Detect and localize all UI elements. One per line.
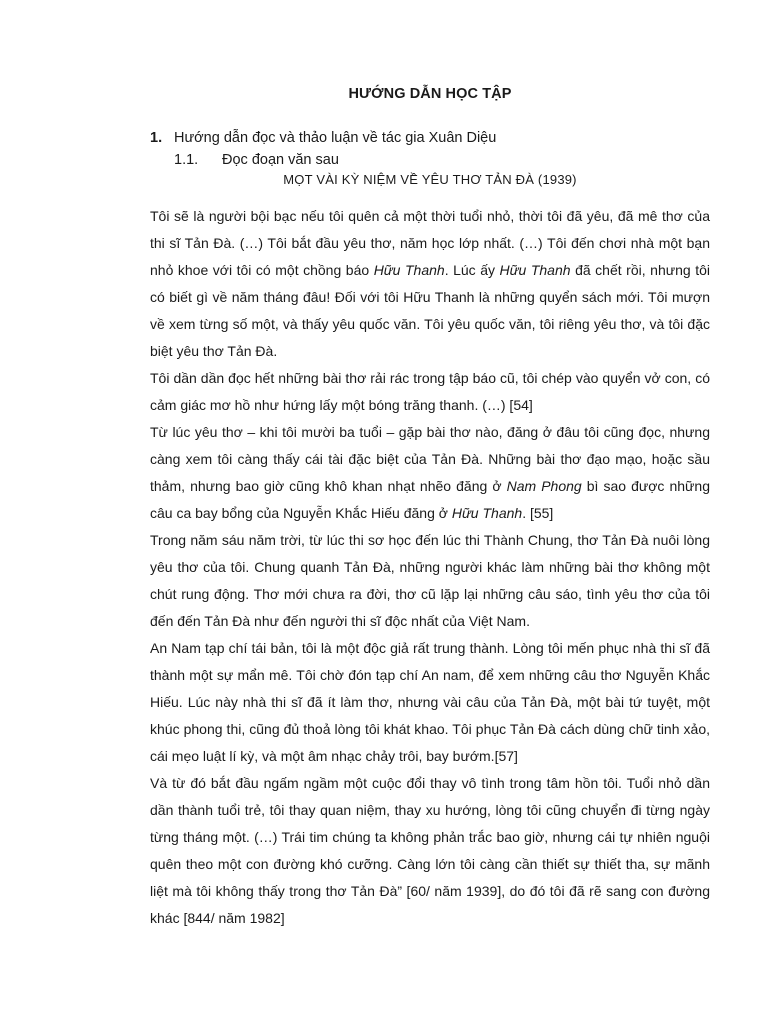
text-run: bì sao được những câu ca bay bổng của Nguyễn Khắc Hiếu đăng ở xyxy=(150,478,711,521)
text-run: Tôi sẽ là người bội bạc nếu tôi quên cả một thời tuổi nhỏ, thời tôi đã yêu, đã mê thơ của thi sĩ Tản Đà. (…) Tôi bắt đầu yêu thơ, năm học lớp nhất. (…) Tôi đến chơi nhà một bạn nhỏ khoe với tôi có một chồng báo xyxy=(150,208,710,278)
paragraph xyxy=(150,635,710,770)
subsection-number: 1.1. xyxy=(174,152,199,168)
text-run: An Nam tạp chí tái bản, tôi là một độc giả rất trung thành. Lòng tôi mến phục nhà thi sĩ đã thành một sự mẩn mê. Tôi chờ đón tạp chí An nam, để xem những câu thơ Nguyễn Khắc Hiếu. Lúc này nhà thi sĩ đã ít làm thơ, nhưng vài câu của Tản Đà, một bài tứ tuyệt, một khúc phong thi, cũng đủ thoả lòng tôi khát khao. Tôi phục Tản Đà cách dùng chữ tinh xảo, cái mẹo luật lí kỳ, và một âm nhạc chảy trôi, bay bướm.[57] xyxy=(150,640,710,764)
section-title: Hướng dẫn đọc và thảo luận về tác gia Xuân Diệu xyxy=(174,130,497,146)
subsection-heading xyxy=(174,152,710,168)
italic-text: Nam Phong xyxy=(506,478,582,494)
text-run: . Lúc ấy xyxy=(444,262,500,278)
italic-text: Hữu Thanh xyxy=(373,262,445,278)
text-run: . [55] xyxy=(522,505,554,521)
paragraph xyxy=(150,770,710,932)
text-run: Và từ đó bắt đầu ngấm ngầm một cuộc đổi thay vô tình trong tâm hồn tôi. Tuổi nhỏ dần dần thành tuổi trẻ, tôi thay quan niệm, thay xu hướng, lòng tôi cũng chuyển đi từng ngày từng tháng một. (…) Trái tim chúng ta không phản trắc bao giờ, nhưng cái tự nhiên nguội quên theo một con đường khó cưỡng. Càng lớn tôi càng cần thiết sự thiết tha, sự mãnh liệt mà tôi không thấy trong thơ Tản Đà” [60/ năm 1939], do đó tôi đã rẽ sang con đường khác [844/ năm 1982] xyxy=(150,775,710,926)
paragraph xyxy=(150,419,710,527)
text-run: Từ lúc yêu thơ – khi tôi mười ba tuổi – gặp bài thơ nào, đăng ở đâu tôi cũng đọc, nhưng càng xem tôi càng thấy cái tài đặc biệt của Tản Đà. Những bài thơ đạo mạo, hoặc sầu thảm, nhưng bao giờ cũng khô khan nhạt nhẽo đăng ở xyxy=(150,424,710,494)
text-run: Trong năm sáu năm trời, từ lúc thi sơ học đến lúc thi Thành Chung, thơ Tản Đà nuôi lòng yêu thơ của tôi. Chung quanh Tản Đà, những người khác làm những bài thơ không một chút rung động. Thơ mới chưa ra đời, thơ cũ lặp lại những câu sáo, tình yêu thơ của tôi đến đến Tản Đà như đến người thi sĩ độc nhất của Việt Nam. xyxy=(150,532,710,629)
text-run: đã chết rồi, nhưng tôi có biết gì về năm tháng đâu! Đối với tôi Hữu Thanh là những quyển sách mới. Tôi mượn về xem từng số một, và thấy yêu quốc văn. Tôi yêu quốc văn, tôi riêng yêu thơ, và tôi đặc biệt yêu thơ Tản Đà. xyxy=(150,262,710,359)
document-title: HƯỚNG DẪN HỌC TẬP xyxy=(348,86,512,102)
excerpt-title: MỌT VÀI KỲ NIỆM VỀ YÊU THƠ TẢN ĐÀ (1939) xyxy=(283,172,577,187)
text-run: Tôi dần dần đọc hết những bài thơ rải rác trong tập báo cũ, tôi chép vào quyển vở con, có cảm giác mơ hồ như hứng lấy một bóng trăng thanh. (…) [54] xyxy=(150,370,710,413)
paragraph xyxy=(150,203,710,365)
italic-text: Hữu Thanh xyxy=(451,505,523,521)
section-number: 1. xyxy=(150,130,163,146)
section-heading xyxy=(150,130,710,146)
subsection-title: Đọc đoạn văn sau xyxy=(222,152,339,168)
paragraph xyxy=(150,527,710,635)
italic-text: Hữu Thanh xyxy=(499,262,571,278)
excerpt-body xyxy=(150,203,710,932)
paragraph xyxy=(150,365,710,419)
